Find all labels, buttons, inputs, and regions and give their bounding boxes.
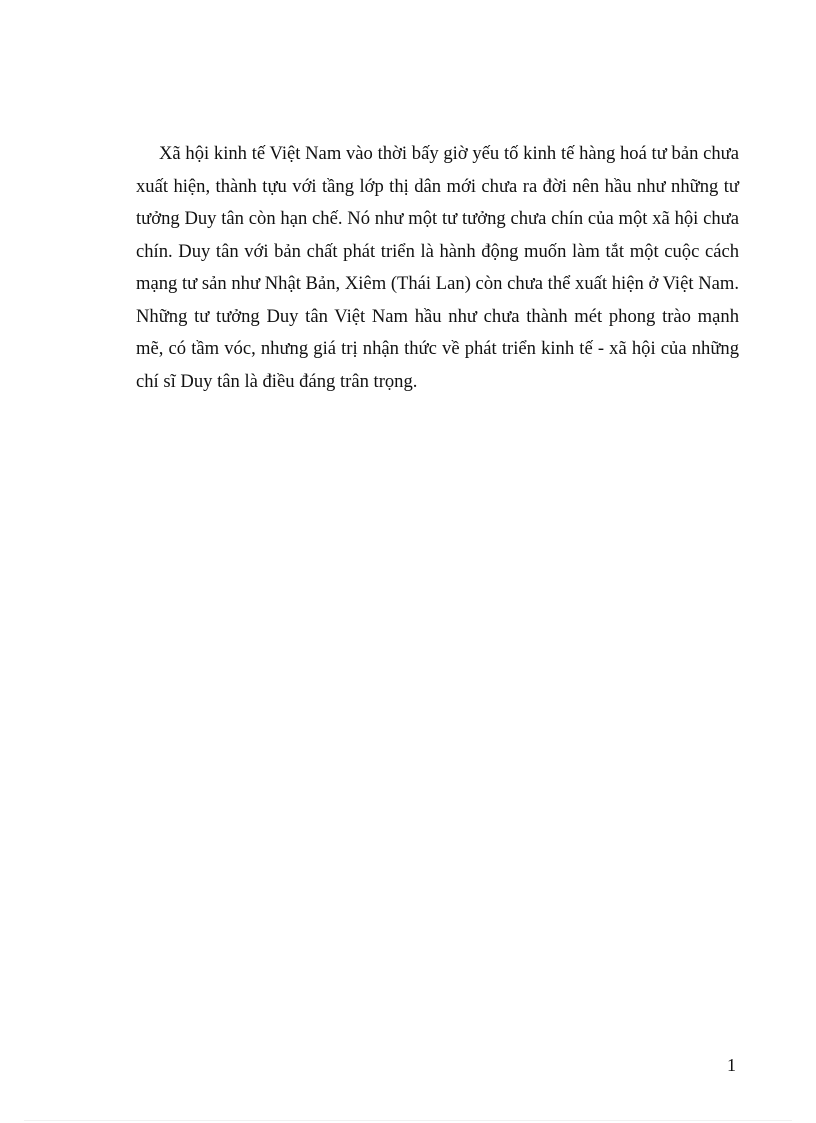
- page-number: 1: [727, 1055, 736, 1075]
- body-paragraph: Xã hội kinh tế Việt Nam vào thời bấy giờ yếu tố kinh tế hàng hoá tư bản chưa xuất hiện, thành tựu với tầng lớp thị dân mới chưa ra đời nên hầu như những tư tưởng Duy tân còn hạn chế. Nó như một tư tưởng chưa chín của một xã hội chưa chín. Duy tân với bản chất phát triển là hành động muốn làm tắt một cuộc cách mạng tư sản như Nhật Bản, Xiêm (Thái Lan) còn chưa thể xuất hiện ở Việt Nam. Những tư tưởng Duy tân Việt Nam hầu như chưa thành mét phong trào mạnh mẽ, có tầm vóc, nhưng giá trị nhận thức về phát triển kinh tế - xã hội của những chí sĩ Duy tân là điều đáng trân trọng.: [136, 143, 739, 392]
- page-bottom-divider: [24, 1120, 792, 1121]
